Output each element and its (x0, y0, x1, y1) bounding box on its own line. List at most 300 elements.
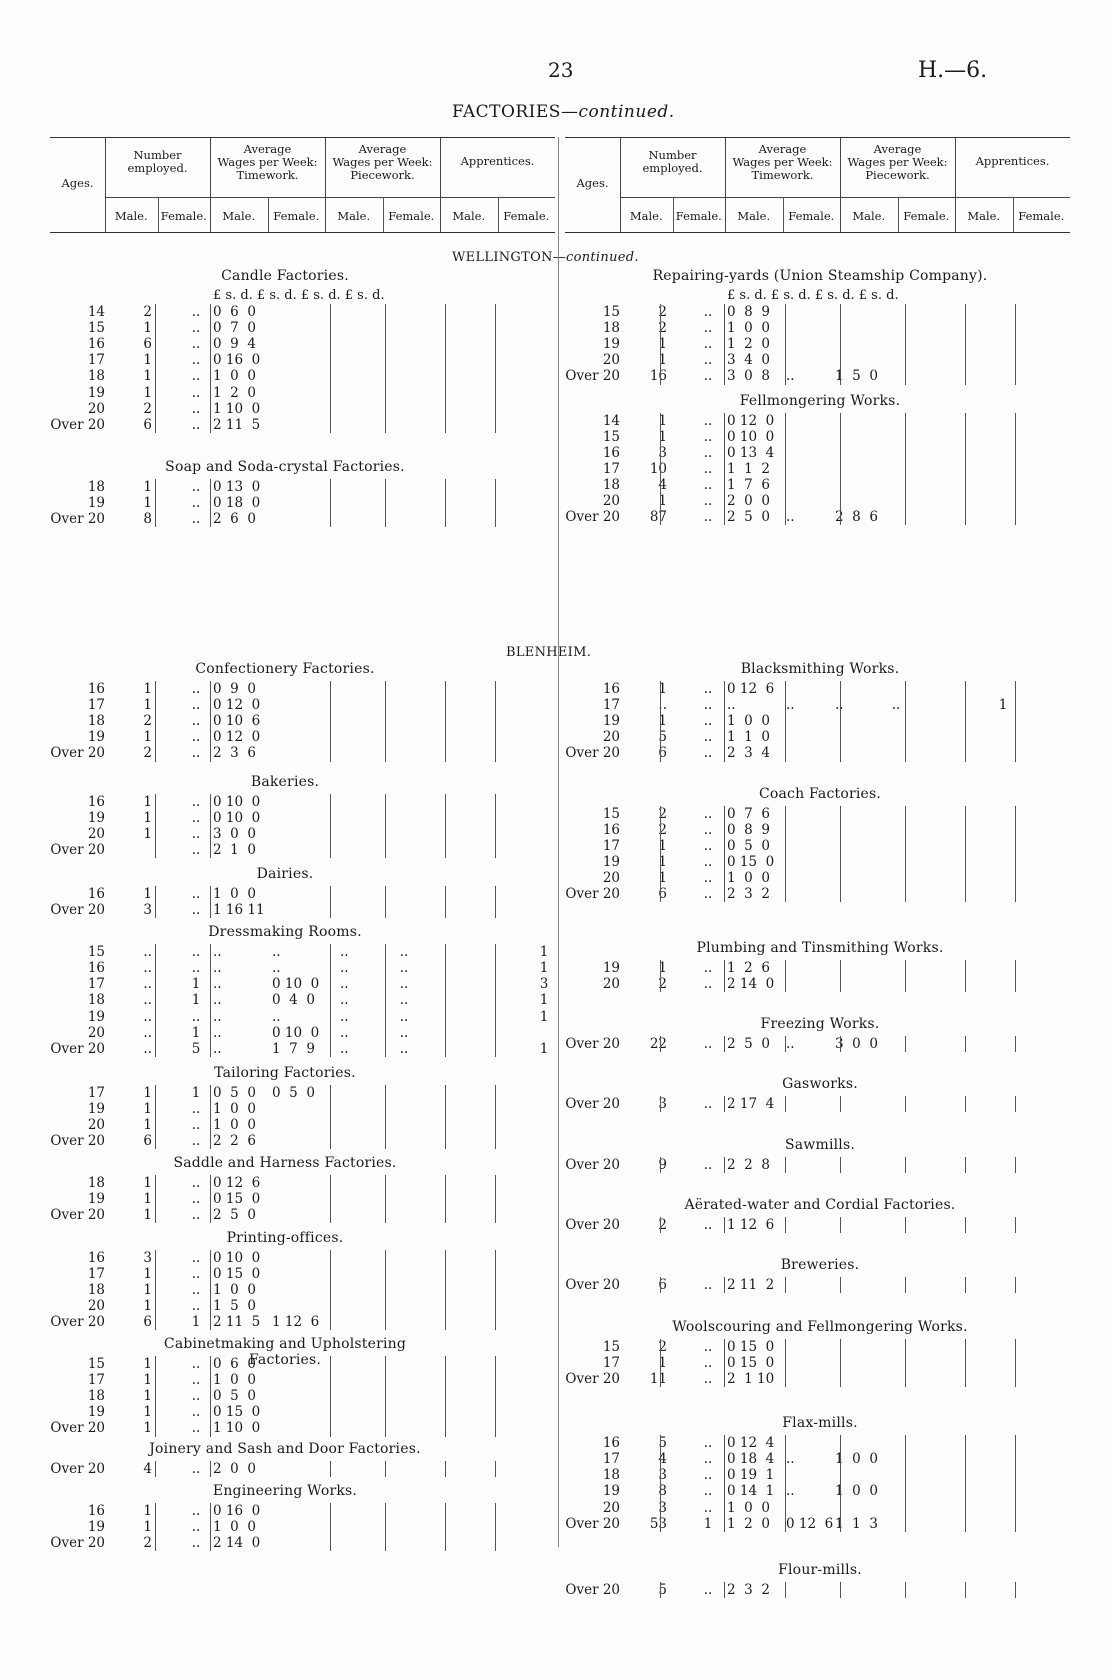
age-cell: Over 20 (50, 416, 105, 433)
age-cell: 20 (602, 352, 620, 369)
section-title: Breweries. (780, 1256, 860, 1273)
male-employed-cell: 1 (143, 1420, 152, 1437)
apprentice-female-cell: 1 (539, 944, 549, 961)
age-cell: 19 (87, 1518, 105, 1535)
male-employed-cell: 1 (143, 1175, 152, 1192)
section-title: Coach Factories. (758, 785, 882, 802)
column-rule (330, 1175, 331, 1223)
piecework-cell: .. (340, 1008, 349, 1025)
section-title: Cabinetmaking and Upholstering Factories. (163, 1336, 407, 1368)
male-header: Male. (967, 209, 1001, 223)
piecework-cell: 1 5 0 (835, 368, 878, 385)
section-title: Confectionery Factories. (195, 661, 375, 677)
section-title: Dressmaking Rooms. (208, 924, 362, 941)
age-cell: 15 (602, 1338, 620, 1355)
timework-male-cell: 1 7 6 (727, 476, 770, 493)
timework-male-cell: 0 15 0 (727, 853, 775, 870)
column-rule (155, 304, 156, 433)
section-title: Repairing-yards (Union Steamship Company). (652, 268, 988, 284)
timework-male-cell: 0 10 0 (213, 809, 261, 826)
timework-male-cell: 1 0 0 (213, 1281, 256, 1298)
timework-male-cell: 0 12 0 (213, 729, 261, 746)
column-rule (840, 1036, 841, 1052)
number-employed-header: Number employed. (127, 148, 188, 176)
timework-male-cell: .. (213, 960, 222, 977)
female-employed-cell: .. (703, 805, 713, 822)
timework-female-cell: 0 4 0 (272, 992, 315, 1009)
column-rule (330, 944, 331, 1057)
female-employed-cell: .. (703, 886, 713, 902)
female-employed-cell: .. (191, 1133, 201, 1150)
male-employed-cell: 6 (143, 1313, 152, 1330)
female-employed-cell: .. (191, 416, 201, 433)
age-cell: Over 20 (565, 1036, 620, 1053)
section-title: Flax-mills. (782, 1415, 858, 1432)
timework-male-cell: 1 0 0 (727, 713, 770, 730)
female-employed-cell: .. (703, 837, 713, 854)
column-rule (210, 479, 211, 527)
male-employed-cell: 5 (658, 1435, 667, 1452)
column-rule (660, 806, 661, 903)
timework-male-cell: 0 16 0 (213, 1502, 261, 1519)
column-rule (385, 479, 386, 527)
female-header: Female. (675, 209, 722, 223)
female-employed-cell: .. (703, 1354, 713, 1371)
female-employed-cell: .. (703, 697, 713, 714)
male-employed-cell: 9 (658, 1156, 667, 1173)
female-employed-cell: .. (191, 745, 201, 762)
timework-female-cell: 0 10 0 (272, 1024, 320, 1041)
age-cell: 18 (87, 992, 105, 1009)
timework-male-cell: 2 11 5 (213, 416, 261, 433)
column-rule (155, 1085, 156, 1149)
female-employed-cell: .. (191, 478, 201, 495)
female-employed-cell: .. (703, 352, 713, 369)
timework-female-cell: 1 12 6 (272, 1313, 320, 1330)
timework-male-cell: 1 0 0 (727, 869, 770, 886)
apprentice-cell: .. (399, 1008, 409, 1025)
column-rule (724, 1339, 725, 1387)
timework-female-cell: 0 12 6 (786, 1515, 834, 1532)
column-rule (385, 944, 386, 1057)
age-cell: 19 (87, 1008, 105, 1025)
female-employed-cell: .. (191, 729, 201, 746)
male-employed-cell: 1 (658, 428, 667, 445)
section-title: Flour-mills. (778, 1561, 862, 1578)
female-employed-cell: .. (703, 1483, 713, 1500)
male-employed-cell: 1 (658, 713, 667, 730)
female-employed-cell: .. (703, 428, 713, 445)
female-employed-cell: .. (191, 368, 201, 385)
piecework-cell: .. (340, 960, 349, 977)
timework-male-cell: .. (213, 992, 222, 1009)
timework-female-cell: .. (786, 1483, 795, 1500)
age-cell: 17 (87, 352, 105, 369)
female-employed-cell: .. (703, 1467, 713, 1484)
column-rule (965, 1157, 966, 1173)
column-rule (1015, 1217, 1016, 1233)
age-cell: 15 (602, 304, 620, 320)
female-employed-cell: .. (191, 1518, 201, 1535)
male-employed-cell: 1 (143, 478, 152, 495)
female-employed-cell: .. (703, 1581, 713, 1598)
female-employed-cell: .. (191, 1420, 201, 1437)
age-cell: 18 (87, 368, 105, 385)
timework-male-cell: 3 4 0 (727, 352, 770, 369)
male-employed-cell: 1 (658, 352, 667, 369)
female-employed-cell: .. (703, 304, 713, 320)
timework-male-cell: 3 0 8 (727, 368, 770, 385)
timework-male-cell: 0 12 6 (727, 681, 775, 697)
timework-male-cell: 2 2 6 (213, 1133, 256, 1150)
age-cell: Over 20 (50, 1420, 105, 1437)
number-employed-header: Number employed. (642, 148, 703, 176)
male-employed-cell: 4 (658, 1451, 667, 1468)
column-rule (905, 681, 906, 762)
female-employed-cell: .. (703, 1451, 713, 1468)
column-rule (155, 794, 156, 858)
age-cell: 20 (87, 1117, 105, 1133)
female-employed-cell: .. (703, 368, 713, 385)
column-rule (330, 1085, 331, 1149)
male-employed-cell: .. (143, 1024, 152, 1041)
male-header: Male. (629, 209, 663, 223)
male-header: Male. (222, 209, 256, 223)
column-rule (840, 681, 841, 762)
section-title: Gasworks. (782, 1076, 858, 1093)
age-cell: 19 (602, 1483, 620, 1500)
piecework-cell: 1 1 3 (835, 1515, 878, 1532)
timework-male-cell: 0 13 0 (213, 478, 261, 495)
column-rule (965, 1217, 966, 1233)
male-employed-cell: 1 (143, 1207, 152, 1224)
male-employed-cell: .. (143, 960, 152, 977)
timework-male-cell: 0 15 0 (727, 1354, 775, 1371)
male-employed-cell: 4 (658, 476, 667, 493)
age-cell: 16 (87, 681, 105, 697)
male-employed-cell: 1 (658, 869, 667, 886)
age-cell: Over 20 (565, 1216, 620, 1233)
male-employed-cell: 6 (143, 336, 152, 353)
female-employed-cell: 1 (191, 1024, 201, 1041)
column-rule (445, 479, 446, 527)
column-rule (330, 681, 331, 762)
column-rule (724, 1157, 725, 1173)
column-rule (495, 1250, 496, 1331)
header-rule (565, 232, 1070, 233)
timework-male-cell: 2 14 0 (727, 976, 775, 993)
timework-male-cell: 0 9 0 (213, 681, 256, 697)
column-rule (905, 413, 906, 526)
column-rule (660, 681, 661, 762)
column-rule (385, 1356, 386, 1437)
column-rule (724, 1036, 725, 1052)
female-employed-cell: .. (703, 444, 713, 461)
column-rule (385, 1503, 386, 1551)
male-employed-cell: 1 (143, 885, 152, 902)
column-rule (210, 1461, 211, 1477)
female-employed-cell: .. (191, 825, 201, 842)
timework-male-cell: 0 12 0 (213, 697, 261, 714)
timework-male-cell: 2 17 4 (727, 1096, 775, 1113)
male-employed-cell: 3 (143, 902, 152, 918)
column-rule (210, 1356, 211, 1437)
female-employed-cell: .. (191, 1191, 201, 1208)
section-title: Freezing Works. (760, 1016, 880, 1033)
column-rule (330, 1356, 331, 1437)
column-rule (660, 1036, 661, 1052)
age-cell: 20 (87, 1024, 105, 1041)
age-cell: 18 (602, 476, 620, 493)
timework-male-cell: 0 10 0 (213, 793, 261, 810)
section-title: Fellmongering Works. (739, 392, 901, 409)
age-cell: 17 (87, 1265, 105, 1282)
timework-male-cell: 1 1 0 (727, 729, 770, 746)
piecework-cell: .. (340, 1024, 349, 1041)
timework-male-cell: 0 10 6 (213, 713, 261, 730)
female-employed-cell: 1 (703, 1515, 713, 1532)
column-rule (155, 1356, 156, 1437)
apprentice-cell: .. (399, 960, 409, 977)
age-cell: Over 20 (565, 1096, 620, 1113)
column-rule (965, 1096, 966, 1112)
age-cell: 19 (87, 729, 105, 746)
piecework-cell: 1 0 0 (835, 1483, 878, 1500)
female-employed-cell: .. (191, 1502, 201, 1519)
male-employed-cell: 1 (143, 1502, 152, 1519)
column-rule (905, 1435, 906, 1532)
column-rule (155, 886, 156, 918)
age-cell: 17 (87, 697, 105, 714)
male-employed-cell: 2 (658, 805, 667, 822)
male-employed-cell: 2 (658, 1338, 667, 1355)
female-header: Female. (160, 209, 207, 223)
column-rule (840, 1217, 841, 1233)
timework-male-cell: 2 6 0 (213, 511, 256, 527)
column-rule (155, 1250, 156, 1331)
male-employed-cell: 6 (143, 416, 152, 433)
male-employed-cell: 1 (143, 825, 152, 842)
male-employed-cell: 1 (143, 494, 152, 511)
column-rule (785, 304, 786, 385)
age-cell: 19 (602, 713, 620, 730)
female-employed-cell: .. (703, 821, 713, 838)
timework-male-cell: 0 18 4 (727, 1451, 775, 1468)
column-rule (785, 1036, 786, 1052)
column-rule (330, 1461, 331, 1477)
column-rule (660, 1217, 661, 1233)
column-rule (840, 1339, 841, 1387)
piecework-header: Average Wages per Week: Piecework. (847, 142, 948, 183)
timework-male-cell: .. (213, 1008, 222, 1025)
female-employed-cell: .. (191, 511, 201, 527)
piecework-cell: .. (340, 944, 349, 961)
timework-male-cell: 1 0 0 (213, 368, 256, 385)
timework-male-cell: 0 8 9 (727, 821, 770, 838)
column-rule (965, 1339, 966, 1387)
female-employed-cell: .. (191, 1356, 201, 1372)
timework-male-cell: 0 15 0 (213, 1191, 261, 1208)
timework-male-cell: 0 6 0 (213, 1356, 256, 1372)
header-rule (50, 137, 555, 138)
piecework-cell: 2 8 6 (835, 509, 878, 526)
column-rule (724, 681, 725, 762)
column-rule (905, 1339, 906, 1387)
female-employed-cell: .. (703, 320, 713, 337)
age-cell: 16 (87, 793, 105, 810)
male-employed-cell: 6 (143, 1133, 152, 1150)
column-rule (445, 794, 446, 858)
timework-male-cell: 1 0 0 (213, 1117, 256, 1133)
female-employed-cell: .. (191, 1249, 201, 1266)
apprentice-cell: .. (399, 1040, 409, 1057)
header-rule (105, 197, 555, 198)
female-employed-cell: .. (703, 1435, 713, 1452)
column-rule (155, 1461, 156, 1477)
column-rule (385, 886, 386, 918)
timework-female-cell: .. (786, 1451, 795, 1468)
column-rule (210, 886, 211, 918)
age-cell: 20 (602, 493, 620, 509)
age-cell: 19 (87, 494, 105, 511)
male-employed-cell: 3 (658, 1467, 667, 1484)
column-rule (785, 1277, 786, 1293)
male-employed-cell: 22 (649, 1036, 667, 1053)
female-employed-cell: .. (703, 1499, 713, 1516)
column-rule (385, 1250, 386, 1331)
age-cell: 19 (87, 1404, 105, 1421)
timework-female-cell: 0 10 0 (272, 976, 320, 993)
female-employed-cell: .. (703, 476, 713, 493)
male-employed-cell: 1 (658, 1354, 667, 1371)
column-rule (445, 304, 446, 433)
column-rule (905, 1277, 906, 1293)
age-cell: 16 (602, 1435, 620, 1452)
female-employed-cell: .. (191, 1207, 201, 1224)
female-employed-cell: .. (191, 304, 201, 320)
age-cell: 17 (87, 1372, 105, 1389)
male-header: Male. (737, 209, 771, 223)
female-employed-cell: .. (191, 1534, 201, 1551)
age-cell: Over 20 (565, 886, 620, 902)
age-cell: 17 (87, 1084, 105, 1101)
column-rule (385, 794, 386, 858)
column-rule (785, 1435, 786, 1532)
column-rule (905, 1157, 906, 1173)
male-employed-cell: .. (658, 697, 667, 714)
column-rule (495, 1175, 496, 1223)
timework-header: Average Wages per Week: Timework. (217, 142, 318, 183)
male-header: Male. (452, 209, 486, 223)
male-employed-cell: 2 (658, 320, 667, 337)
male-employed-cell: 6 (658, 745, 667, 762)
male-employed-cell: .. (143, 976, 152, 993)
timework-male-cell: .. (213, 1024, 222, 1041)
apprentice-cell: .. (399, 976, 409, 993)
female-employed-cell: .. (191, 384, 201, 401)
apprentice-cell: .. (399, 944, 409, 961)
female-employed-cell: 1 (191, 976, 201, 993)
age-cell: 20 (602, 729, 620, 746)
column-rule (495, 681, 496, 762)
female-employed-cell: .. (191, 885, 201, 902)
column-rule (445, 1250, 446, 1331)
female-employed-cell: .. (703, 960, 713, 977)
timework-male-cell: 0 9 4 (213, 336, 256, 353)
column-rule (385, 1461, 386, 1477)
column-rule (330, 304, 331, 433)
age-cell: 15 (602, 805, 620, 822)
female-employed-cell: .. (703, 853, 713, 870)
age-cell: 15 (87, 320, 105, 337)
piecework-cell: .. (340, 1040, 349, 1057)
ages-header: Ages. (61, 176, 94, 190)
section-title: Saddle and Harness Factories. (173, 1155, 397, 1172)
timework-female-cell: .. (272, 960, 281, 977)
female-employed-cell: .. (191, 809, 201, 826)
female-employed-cell: 1 (191, 1313, 201, 1330)
timework-female-cell: .. (786, 697, 795, 714)
age-cell: 19 (87, 1100, 105, 1117)
age-cell: Over 20 (50, 902, 105, 918)
timework-male-cell: 2 5 0 (213, 1207, 256, 1224)
age-cell: 16 (87, 885, 105, 902)
age-cell: 20 (602, 869, 620, 886)
timework-male-cell: 1 0 0 (213, 1100, 256, 1117)
column-rule (840, 1435, 841, 1532)
female-header: Female. (273, 209, 320, 223)
column-rule (1015, 1339, 1016, 1387)
female-employed-cell: .. (703, 1036, 713, 1053)
male-employed-cell: 1 (143, 1518, 152, 1535)
male-employed-cell: 1 (143, 1297, 152, 1314)
male-employed-cell: 1 (143, 1404, 152, 1421)
header-rule (50, 232, 555, 233)
female-header: Female. (503, 209, 550, 223)
male-employed-cell: 2 (143, 1534, 152, 1551)
timework-male-cell: 1 10 0 (213, 1420, 261, 1437)
male-header: Male. (114, 209, 148, 223)
male-employed-cell: 1 (658, 681, 667, 697)
age-cell: 19 (602, 853, 620, 870)
section-title: Printing-offices. (226, 1229, 344, 1246)
column-rule (724, 1277, 725, 1293)
timework-male-cell: 0 12 0 (727, 412, 775, 429)
male-employed-cell: 2 (658, 821, 667, 838)
female-employed-cell: .. (191, 1281, 201, 1298)
column-rule (965, 1435, 966, 1532)
male-employed-cell: 1 (658, 493, 667, 509)
currency-header: £ s. d. £ s. d. £ s. d. £ s. d. (213, 288, 385, 303)
column-rule (905, 1217, 906, 1233)
male-employed-cell: 1 (143, 384, 152, 401)
column-rule (495, 1356, 496, 1437)
column-rule (155, 681, 156, 762)
timework-male-cell: 1 10 0 (213, 400, 261, 417)
column-rule (495, 1503, 496, 1551)
apprentice-cell: .. (399, 992, 409, 1009)
female-employed-cell: .. (191, 336, 201, 353)
timework-male-cell: 0 5 0 (727, 837, 770, 854)
timework-male-cell: 0 8 9 (727, 304, 770, 320)
timework-male-cell: 3 0 0 (213, 825, 256, 842)
male-employed-cell: 1 (143, 1356, 152, 1372)
female-employed-cell: .. (703, 745, 713, 762)
column-rule (385, 304, 386, 433)
age-cell: 16 (602, 821, 620, 838)
timework-male-cell: 2 3 6 (213, 745, 256, 762)
apprentice-cell: .. (891, 697, 901, 714)
